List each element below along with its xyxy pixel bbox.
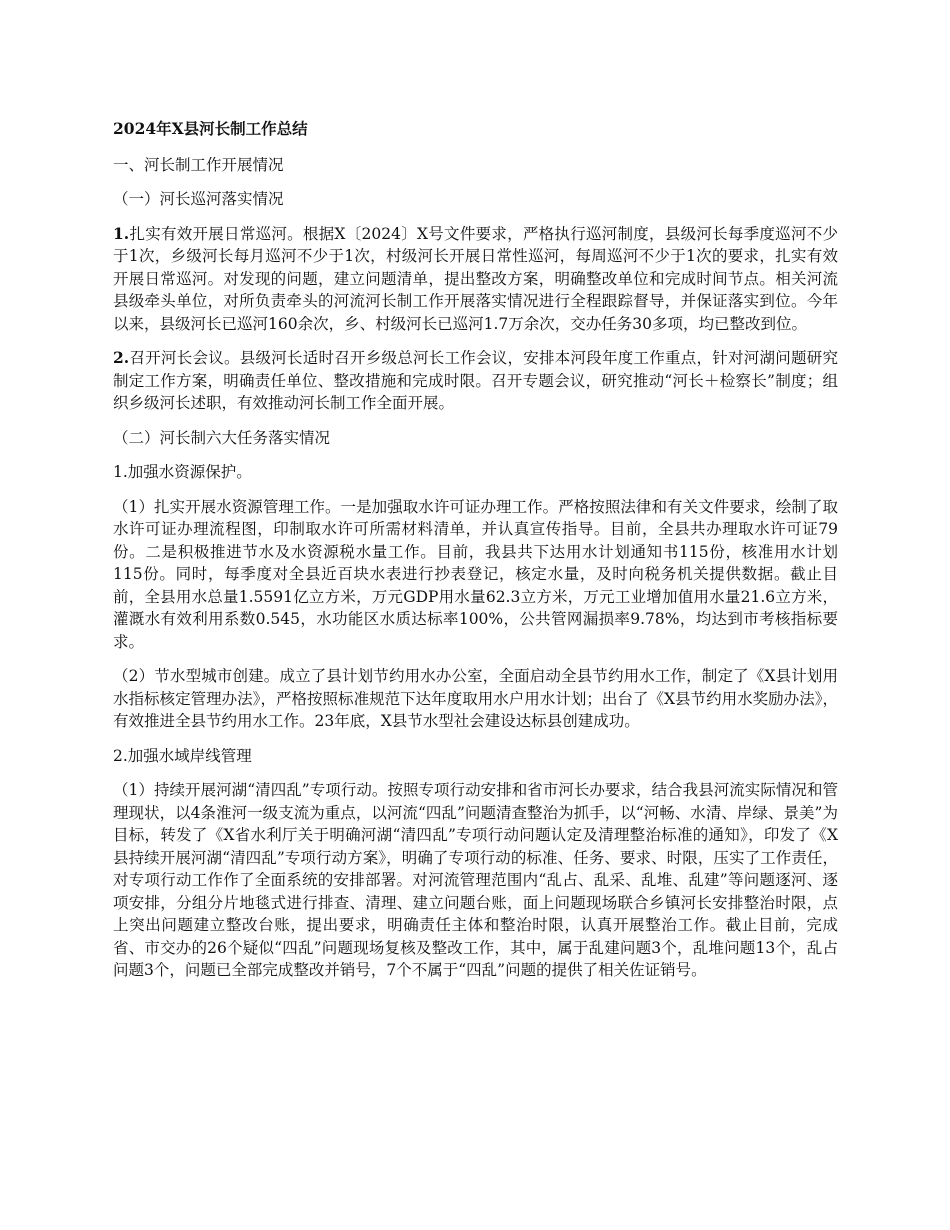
task-heading-1: 1.加强水资源保护。 — [113, 463, 252, 481]
paragraph-number: 1. — [113, 223, 130, 243]
subsection-heading-2: （二）河长制六大任务落实情况 — [113, 428, 331, 447]
paragraph-meeting — [113, 347, 838, 415]
section-heading-1: 一、河长制工作开展情况 — [113, 155, 284, 174]
subsection-heading-1: （一）河长巡河落实情况 — [113, 190, 284, 208]
paragraph-number: 2. — [113, 348, 130, 367]
task-heading-2: 2.加强水域岸线管理 — [113, 746, 252, 765]
paragraph-text: 召开河长会议。县级河长适时召开乡级总河长工作会议，安排本河段年度工作重点，针对河湖问题研究制定工作方案，明确责任单位、整改措施和完成时限。召开专题会议，研究推动“河长＋检察长”制度；组织乡级河长述职，有效推动河长制工作全面开展。 — [113, 349, 838, 412]
document-page — [113, 118, 838, 994]
paragraph-text: 扎实有效开展日常巡河。根据X〔2024〕X号文件要求，严格执行巡河制度，县级河长每季度巡河不少于1次，乡级河长每月巡河不少于1次，村级河长开展日常性巡河，每周巡河不少于1次的要求，扎实有效开展日常巡河。对发现的问题，建立问题清单，提出整改方案，明确整改单位和完成时间节点。相关河流县级牵头单位，对所负责牵头的河流河长制工作开展落实情况进行全程跟踪督导，并保证落实到位。今年以来，县级河长已巡河160余次，乡、村级河长已巡河1.7万余次，交办任务30多项，均已整改到位。 — [113, 224, 838, 333]
paragraph-water-saving-city: （2）节水型城市创建。成立了县计划节约用水办公室，全面启动全县节约用水工作，制定了《X县计划用水指标核定管理办法》，严格按照标准规范下达年度取用水户用水计划；出台了《X县节约用水奖励办法》，有效推进全县节约用水工作。23年底，X县节水型社会建设达标县创建成功。 — [113, 667, 838, 730]
paragraph-clean-four-chaos: （1）持续开展河湖“清四乱”专项行动。按照专项行动安排和省市河长办要求，结合我县河流实际情况和管理现状，以4条淮河一级支流为重点，以河流“四乱”问题清查整治为抓手，以“河畅、水清、岸绿、景美”为目标，转发了《X省水利厅关于明确河湖“清四乱”专项行动问题认定及清理整治标准的通知》，印发了《X县持续开展河湖“清四乱”专项行动方案》，明确了专项行动的标准、任务、要求、时限，压实了工作责任，对专项行动工作作了全面系统的安排部署。对河流管理范围内“乱占、乱采、乱堆、乱建”等问题逐河、逐项安排，分组分片地毯式进行排查、清理、建立问题台账，面上问题现场联合乡镇河长安排整治时限，点上突出问题建立整改台账，提出要求，明确责任主体和整治时限，认真开展整治工作。截止目前，完成省、市交办的26个疑似“四乱”问题现场复核及整改工作，其中，属于乱建问题3个，乱堆问题13个，乱占问题3个，问题已全部完成整改并销号，7个不属于“四乱”问题的提供了相关佐证销号。 — [113, 781, 838, 979]
document-title: 2024年X县河长制工作总结 — [113, 119, 308, 138]
paragraph-water-management: （1）扎实开展水资源管理工作。一是加强取水许可证办理工作。严格按照法律和有关文件要求，绘制了取水许可证办理流程图，印制取水许可所需材料清单，并认真宣传指导。目前，全县共办理取水许可证79份。二是积极推进节水及水资源税水量工作。目前，我县共下达用水计划通知书115份，核准用水计划115份。同时，每季度对全县近百块水表进行抄表登记，核定水量，及时向税务机关提供数据。截止目前，全县用水总量1.5591亿立方米，万元GDP用水量62.3立方米，万元工业增加值用水量21.6立方米，灌溉水有效利用系数0.545，水功能区水质达标率100%，公共管网漏损率9.78%，均达到市考核指标要求。 — [113, 497, 838, 651]
paragraph-patrol — [113, 223, 838, 336]
